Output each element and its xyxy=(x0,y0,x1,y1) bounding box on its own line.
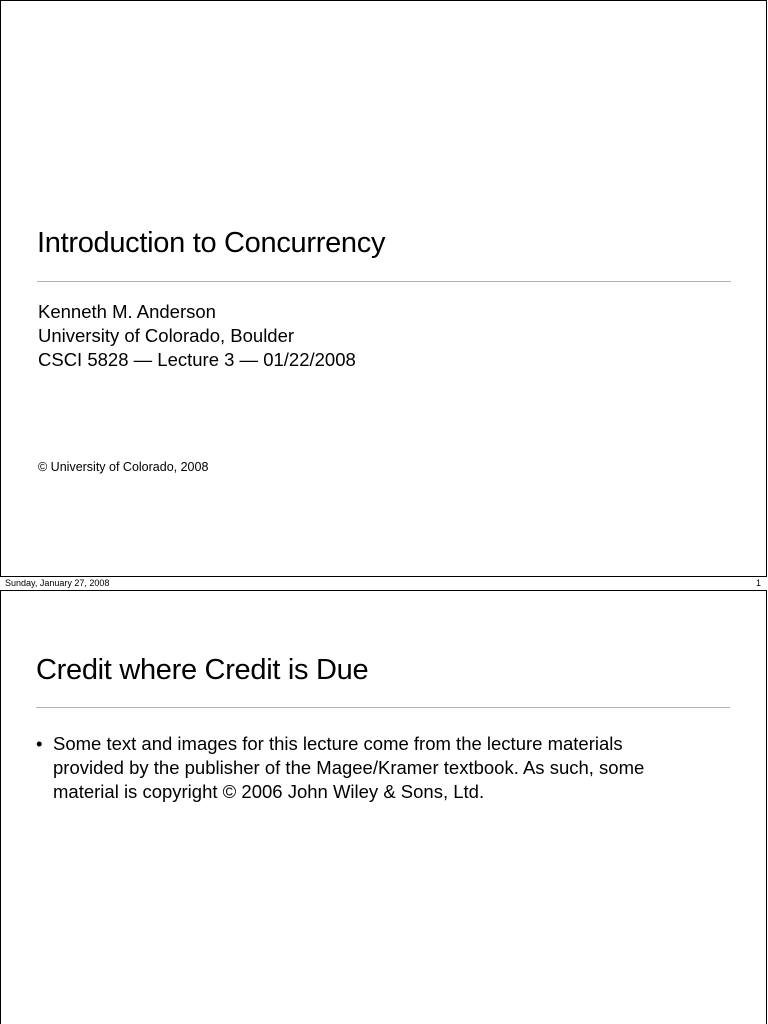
author-block xyxy=(38,300,356,372)
bullet-line: provided by the publisher of the Magee/Kramer textbook. As such, some xyxy=(53,757,645,778)
course-info: CSCI 5828 — Lecture 3 — 01/22/2008 xyxy=(38,349,356,370)
bullet-line: Some text and images for this lecture come from the lecture materials xyxy=(53,733,623,754)
copyright-notice: © University of Colorado, 2008 xyxy=(38,460,209,474)
title-divider xyxy=(36,707,730,708)
bullet-line: material is copyright © 2006 John Wiley & Sons, Ltd. xyxy=(53,781,485,802)
bullet-marker: • xyxy=(36,733,43,754)
title-divider xyxy=(37,281,731,282)
bullet-text xyxy=(53,732,726,804)
author-name: Kenneth M. Anderson xyxy=(38,301,216,322)
footer-page-number: 1 xyxy=(755,578,761,588)
slide-1-title: Introduction to Concurrency xyxy=(37,227,386,259)
bullet-item xyxy=(36,732,726,804)
page-footer xyxy=(0,577,767,590)
author-affiliation: University of Colorado, Boulder xyxy=(38,325,295,346)
slide-2-title: Credit where Credit is Due xyxy=(36,654,369,686)
footer-date: Sunday, January 27, 2008 xyxy=(5,578,110,588)
